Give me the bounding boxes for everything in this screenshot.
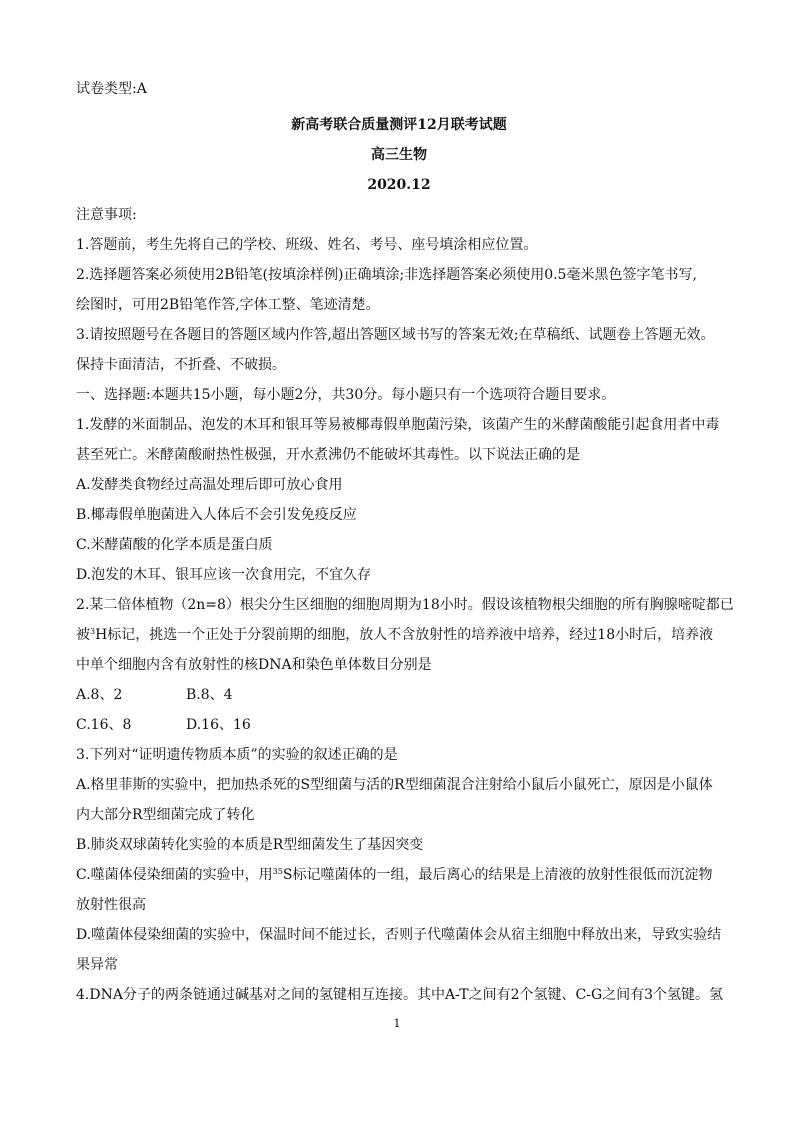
q2-stem: 2.某二倍体植物（2n=8）根尖分生区细胞的细胞周期为18小时。假设该植物根尖细胞的所有胸腺嘧啶都已 [76,597,734,613]
isotope-superscript: 35 [272,867,283,876]
note-line: 2.选择题答案必须使用2B铅笔(按填涂样例)正确填涂;非选择题答案必须使用0.5毫米黑色签字笔书写, [76,267,697,283]
q1-option-d: D.泡发的木耳、银耳应该一次食用完，不宜久存 [76,567,372,583]
q2-option-d: D.16、16 [186,717,251,733]
q3-option-b: B.肺炎双球菌转化实验的本质是R型细菌发生了基因突变 [76,837,424,853]
q2-stem-post: H标记，挑选一个正处于分裂前期的细胞，放人不含放射性的培养液中培养，经过18小时后，培养液 [95,627,714,643]
exam-page [76,74,734,1010]
note-line: 保持卡面清洁，不折叠、不破损。 [76,357,286,373]
q3-option-d: D.噬菌体侵染细菌的实验中，保温时间不能过长，否则子代噬菌体会从宿主细胞中释放出来，导致实验结 [76,927,722,943]
note-line: 1.答题前，考生先将自己的学校、班级、姓名、考号、座号填涂相应位置。 [76,237,538,253]
q2-options-row [76,710,722,740]
note-line: 绘图时，可用2B铅笔作答,字体工整、笔迹清楚。 [76,297,380,313]
q3-option-a: A.格里菲斯的实验中，把加热杀死的S型细菌与活的R型细菌混合注射给小鼠后小鼠死亡，原因是小鼠体 [76,777,713,793]
q2-stem: 中单个细胞内含有放射性的核DNA和染色单体数目分别是 [76,657,432,673]
q1-option-c: C.米酵菌酸的化学本质是蛋白质 [76,537,273,553]
note-line: 3.请按照题号在各题目的答题区域内作答,超出答题区域书写的答案无效;在草稿纸、试题卷上答题无效。 [76,327,715,343]
paper-type: 试卷类型:A [76,81,147,97]
q3-option-d: 果异常 [76,957,118,973]
q1-stem: 甚至死亡。米酵菌酸耐热性极强，开水煮沸仍不能破坏其毒性。以下说法正确的是 [76,447,580,463]
q3-option-c [76,860,722,890]
q2-option-c: C.16、8 [76,717,132,733]
q4-stem: 4.DNA分子的两条链通过碱基对之间的氢键相互连接。其中A-T之间有2个氢键、C-G之间有3个氢键。氢 [76,987,724,1003]
q1-option-b: B.椰毒假单胞菌进入人体后不会引发免疫反应 [76,507,357,523]
page-number: 1 [393,1017,401,1030]
q3-option-c-post: S标记噬菌体的一组，最后离心的结果是上清液的放射性很低而沉淀物 [282,867,713,883]
q2-option-b: B.8、4 [186,687,233,703]
q2-stem [76,620,722,650]
exam-title: 新高考联合质量测评12月联考试题 [291,117,507,133]
q1-stem: 1.发酵的米面制品、泡发的木耳和银耳等易被椰毒假单胞菌污染，该菌产生的米酵菌酸能引起食用者中毒 [76,417,720,433]
q2-options-row [76,680,722,710]
q1-option-a: A.发酵类食物经过高温处理后即可放心食用 [76,477,343,493]
isotope-superscript: 3 [90,627,96,636]
q3-stem: 3.下列对“证明遗传物质本质”的实验的叙述正确的是 [76,747,398,763]
q2-stem-pre: 被 [76,627,90,643]
exam-date: 2020.12 [367,177,431,193]
q3-option-c-pre: C.噬菌体侵染细菌的实验中，用 [76,867,273,883]
q3-option-a: 内大部分R型细菌完成了转化 [76,807,255,823]
subject-title: 高三生物 [371,147,427,163]
notes-heading: 注意事项: [76,207,137,223]
q3-option-c: 放射性很高 [76,897,146,913]
section-heading: 一、选择题:本题共15小题，每小题2分，共30分。每小题只有一个选项符合题目要求。 [76,387,616,403]
q2-option-a: A.8、2 [76,687,123,703]
